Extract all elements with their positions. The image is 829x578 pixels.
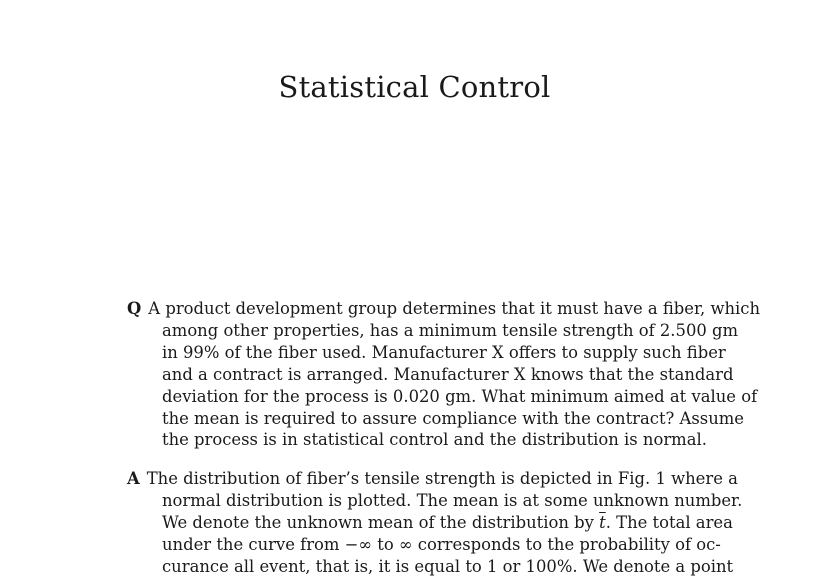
answer-block	[127, 468, 743, 578]
page-title: Statistical Control	[278, 70, 551, 104]
answer-line-5: curance all event, that is, it is equal to 1 or 100%. We denote a point	[162, 556, 734, 576]
question-line-7: the process is in statistical control and the distribution is normal.	[162, 430, 707, 450]
question-line-1	[127, 298, 761, 320]
answer-line-3-text: We denote the unknown mean of the distribution by	[162, 512, 594, 532]
question-line-2: among other properties, has a minimum tensile strength of 2.500 gm	[162, 320, 739, 340]
answer-line-1-text: The distribution of fiber’s tensile strength is depicted in Fig. 1 where a	[146, 469, 738, 488]
question-line-3: in 99% of the fiber used. Manufacturer X offers to supply such fiber	[162, 342, 726, 362]
answer-line-2: normal distribution is plotted. The mean is at some unknown number.	[162, 490, 743, 510]
question-block	[127, 298, 761, 451]
answer-line-1	[127, 468, 738, 490]
question-line-5: deviation for the process is 0.020 gm. What minimum aimed at value of	[162, 386, 758, 406]
question-line-1-text: A product development group determines that it must have a fiber, which	[148, 299, 761, 318]
answer-line-3-tail: . The total area	[605, 512, 733, 532]
answer-line-4: under the curve from −∞ to ∞ corresponds to the probability of oc-	[162, 534, 721, 554]
question-line-6: the mean is required to assure compliance with the contract? Assume	[162, 408, 745, 428]
answer-line-3	[127, 512, 733, 534]
answer-marker: A	[127, 469, 140, 488]
question-line-4: and a contract is arranged. Manufacturer X knows that the standard	[162, 364, 734, 384]
t-bar-symbol: $\overline{t}$	[599, 512, 606, 532]
question-marker: Q	[127, 299, 142, 318]
